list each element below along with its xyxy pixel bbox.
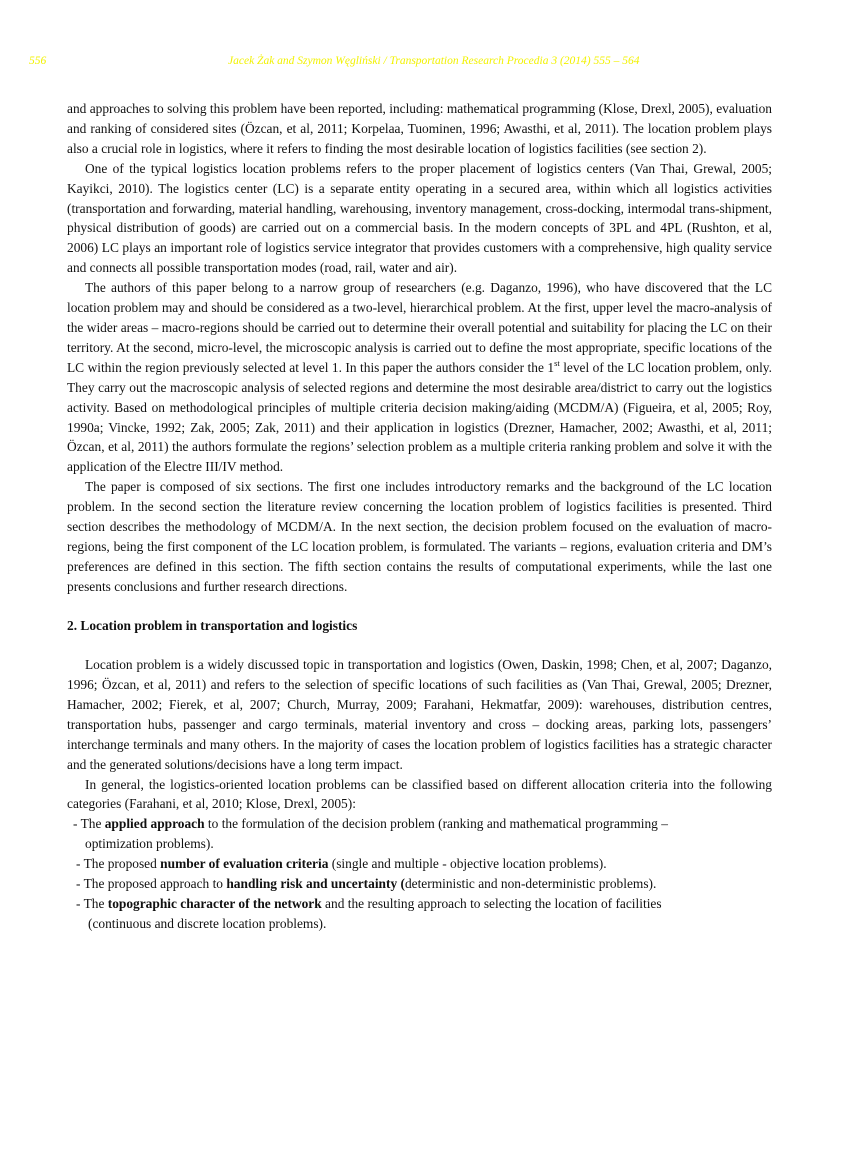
paragraph-two-level-problem: [67, 278, 772, 477]
list-item-continuation: optimization problems).: [85, 836, 214, 852]
list-item-emphasis: applied approach: [104, 816, 205, 832]
paragraph-classification: In general, the logistics-oriented location problems can be classified based on different allocation criteria into the following categories (Farahani, et al, 2010; Klose, Drexl, 2005):: [67, 776, 772, 812]
list-item-prefix: - The proposed: [76, 856, 161, 872]
paragraph-text-part: The authors of this paper belong to a narrow group of researchers (e.g. Daganzo, 1996), who have discovered that the LC location problem may and should be considered as a two-level, hierarchical problem. At the first, upper level the macro-analysis of the wider areas – macro-regions should be carried out to determine their overall potential and suitability for placing the LC on their territory. At the second, micro-level, the microscopic analysis is carried out to define the most appropriate, specific locations of the LC within the region previously selected at level 1. In this paper the authors consider the 1: [67, 280, 772, 375]
category-list: [67, 814, 772, 933]
paragraph-text-part: level of the LC location problem, only. They carry out the macroscopic analysis of selected regions and determine the most desirable area/district to carry out the logistics activity. Based on methodological principles of multiple criteria decision making/aiding (MCDM/A) (Figueira, et al, 2005; Roy, 1990a; Vincke, 1992; Zak, 2005; Zak, 2011) and their application in logistics (Drezner, Hamacher, 2002; Awasthi, et al, 2011; Özcan, et al, 2011) the authors formulate the regions’ selection problem as a multiple criteria ranking problem and solve it with the application of the Electre III/IV method.: [67, 359, 772, 475]
list-item: [67, 814, 772, 854]
list-item: [67, 854, 772, 874]
list-item-prefix: - The: [73, 816, 105, 832]
list-item-emphasis: number of evaluation criteria: [160, 856, 329, 872]
list-item-prefix: - The proposed approach to: [76, 876, 227, 892]
list-item-text: and the resulting approach to selecting the location of facilities: [321, 895, 662, 911]
list-item: [67, 874, 772, 894]
ordinal-superscript: st: [554, 357, 560, 368]
list-item-prefix: - The: [76, 895, 108, 911]
section-heading: 2. Location problem in transportation and logistics: [67, 617, 358, 633]
list-item-emphasis: handling risk and uncertainty (: [226, 876, 405, 892]
paragraph-logistics-centers: One of the typical logistics location problems refers to the proper placement of logistics centers (Van Thai, Grewal, 2005; Kayikci, 2010). The logistics center (LC) is a separate entity operating in a secured area, within which all logistics activities (transportation and forwarding, material handling, warehousing, inventory management, cross-docking, intermodal trans-shipment, physical distribution of goods) are carried out on a commercial basis. In the modern concepts of 3PL and 4PL (Rushton, et al, 2006) LC plays an important role of logistics service integrator that provides customers with a comprehensive, high quality service and connects all possible transportation modes (road, rail, water and air).: [67, 160, 772, 276]
list-item-continuation: (continuous and discrete location problems).: [88, 915, 327, 931]
paragraph-paper-structure: The paper is composed of six sections. The first one includes introductory remarks and the background of the LC location problem. In the second section the literature review concerning the location problem of logistics facilities is presented. Third section describes the methodology of MCDM/A. In the next section, the decision problem focused on the evaluation of macro-regions, being the first component of the LC location problem, is formulated. The variants – regions, evaluation criteria and DM’s preferences are defined in this section. The fifth section contains the results of computational experiments, while the last one presents conclusions and further research directions.: [67, 479, 772, 594]
list-item-emphasis: topographic character of the network: [107, 895, 322, 911]
running-header: [0, 55, 846, 73]
list-item-text: deterministic and non-deterministic problems).: [404, 876, 657, 892]
list-item: [67, 894, 772, 934]
page-number: 556: [29, 55, 47, 67]
paragraph-intro-continued: and approaches to solving this problem have been reported, including: mathematical programming (Klose, Drexl, 2005), evaluation and ranking of considered sites (Özcan, et al, 2011; Korpelaa, Tuominen, 1996; Awasthi, et al, 2011). The location problem plays also a crucial role in logistics, where it refers to finding the most desirable location of logistics facilities (see section 2).: [67, 101, 772, 156]
list-item-text: to the formulation of the decision problem (ranking and mathematical programming –: [204, 816, 668, 832]
list-item-text: (single and multiple - objective location problems).: [328, 856, 607, 872]
paragraph-location-problem: Location problem is a widely discussed topic in transportation and logistics (Owen, Daskin, 1998; Chen, et al, 2007; Daganzo, 1996; Özcan, et al, 2011) and refers to the selection of specific locations of such facilities as (Van Thai, Grewal, 2005; Drezner, Hamacher, 2002; Fierek, et al, 2007; Church, Murray, 2009; Farahani, Hekmatfar, 2009): warehouses, distribution centres, transportation hubs, passenger and cargo terminals, material inventory and cross – docking areas, parking lots, passengers’ interchange terminals and many others. In the majority of cases the location problem of logistics facilities has a strategic character and the generated solutions/decisions have a long term impact.: [67, 657, 772, 772]
running-title: Jacek Żak and Szymon Węgliński / Transportation Research Procedia 3 (2014) 555 – 564: [228, 55, 640, 67]
article-body: [67, 99, 772, 934]
